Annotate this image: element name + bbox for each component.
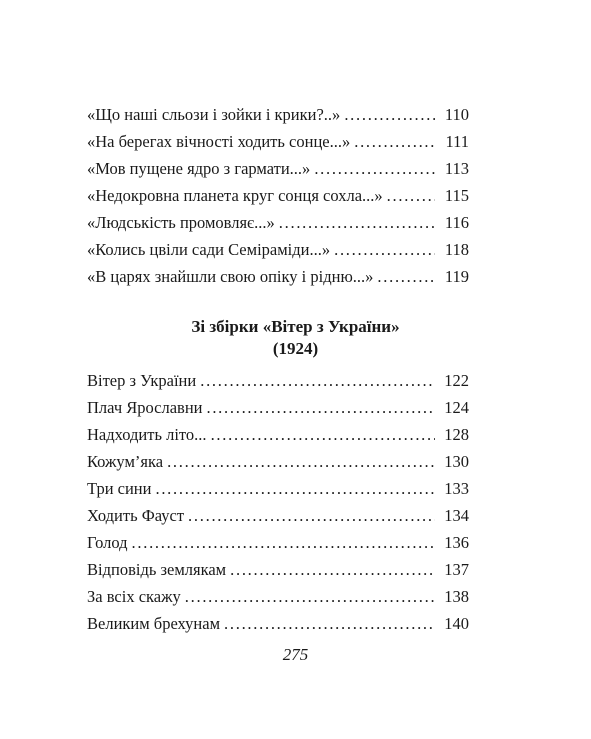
toc-leader-dots — [314, 155, 435, 182]
toc-leader-dots — [155, 475, 435, 502]
toc-entry-page: 122 — [444, 371, 469, 390]
toc-entry — [87, 128, 469, 155]
toc-entry-page: 119 — [444, 267, 469, 286]
toc-entry — [87, 182, 469, 209]
toc-entry — [87, 101, 469, 128]
toc-entry-page: 113 — [444, 159, 469, 178]
toc-entry-title: «В царях знайшли свою опіку і рідню...» — [87, 267, 374, 286]
toc-entry — [87, 610, 469, 637]
toc-entry-page: 118 — [444, 240, 469, 259]
toc-entry-page: 115 — [444, 186, 469, 205]
toc-entry — [87, 367, 469, 394]
toc-entry — [87, 421, 469, 448]
toc-entry-title: «Недокровна планета круг сонця сохла...» — [87, 186, 383, 205]
toc-leader-dots — [185, 583, 435, 610]
toc-entry-page: 136 — [444, 533, 469, 552]
toc-entry — [87, 502, 469, 529]
toc-list-before — [87, 101, 469, 290]
toc-entry-page: 140 — [444, 614, 469, 633]
toc-entry-page: 110 — [444, 105, 469, 124]
toc-entry — [87, 583, 469, 610]
toc-entry-title: «Що наші сльози і зойки і крики?..» — [87, 105, 341, 124]
toc-leader-dots — [230, 556, 435, 583]
toc-entry-page: 111 — [445, 132, 469, 151]
toc-leader-dots — [167, 448, 435, 475]
toc-entry-title: Кожум’яка — [87, 452, 164, 471]
toc-entry — [87, 448, 469, 475]
toc-entry-page: 138 — [444, 587, 469, 606]
toc-entry-page: 116 — [444, 213, 469, 232]
toc-entry — [87, 209, 469, 236]
toc-entry-title: Ходить Фауст — [87, 506, 185, 525]
toc-entry-page: 130 — [444, 452, 469, 471]
toc-entry — [87, 394, 469, 421]
toc-entry-page: 128 — [444, 425, 469, 444]
toc-entry — [87, 556, 469, 583]
toc-entry — [87, 236, 469, 263]
page-number: 275 — [282, 645, 309, 664]
toc-entry — [87, 155, 469, 182]
toc-leader-dots — [224, 610, 435, 637]
toc-leader-dots — [206, 394, 435, 421]
toc-entry-page: 137 — [444, 560, 469, 579]
toc-entry-page: 124 — [444, 398, 469, 417]
toc-leader-dots — [344, 101, 435, 128]
toc-entry-title: Плач Ярославни — [87, 398, 203, 417]
toc-entry-page: 133 — [444, 479, 469, 498]
toc-entry-title: Три сини — [87, 479, 152, 498]
toc-leader-dots — [334, 236, 435, 263]
toc-leader-dots — [387, 182, 435, 209]
section-heading-year: (1924) — [272, 339, 319, 358]
toc-entry-title: Надходить літо... — [87, 425, 207, 444]
toc-leader-dots — [377, 263, 435, 290]
toc-entry-page: 134 — [444, 506, 469, 525]
toc-entry — [87, 529, 469, 556]
toc-entry-title: «Людськість промовляє...» — [87, 213, 275, 232]
toc-leader-dots — [200, 367, 435, 394]
toc-entry-title: За всіх скажу — [87, 587, 181, 606]
toc-leader-dots — [211, 421, 435, 448]
toc-entry-title: Відповідь землякам — [87, 560, 227, 579]
toc-entry-title: «Колись цвіли сади Семіраміди...» — [87, 240, 331, 259]
section-heading-title: Зі збірки «Вітер з України» — [191, 317, 400, 336]
toc-entry — [87, 263, 469, 290]
toc-leader-dots — [188, 502, 435, 529]
toc-entry-title: «На берегах вічності ходить сонце...» — [87, 132, 351, 151]
toc-entry-title: Вітер з України — [87, 371, 197, 390]
toc-entry — [87, 475, 469, 502]
toc-leader-dots — [279, 209, 435, 236]
toc-entry-title: «Мов пущене ядро з гармати...» — [87, 159, 311, 178]
toc-entry-title: Голод — [87, 533, 128, 552]
toc-entry-title: Великим брехунам — [87, 614, 221, 633]
toc-leader-dots — [132, 529, 435, 556]
toc-leader-dots — [354, 128, 435, 155]
toc-list-section — [87, 367, 469, 637]
